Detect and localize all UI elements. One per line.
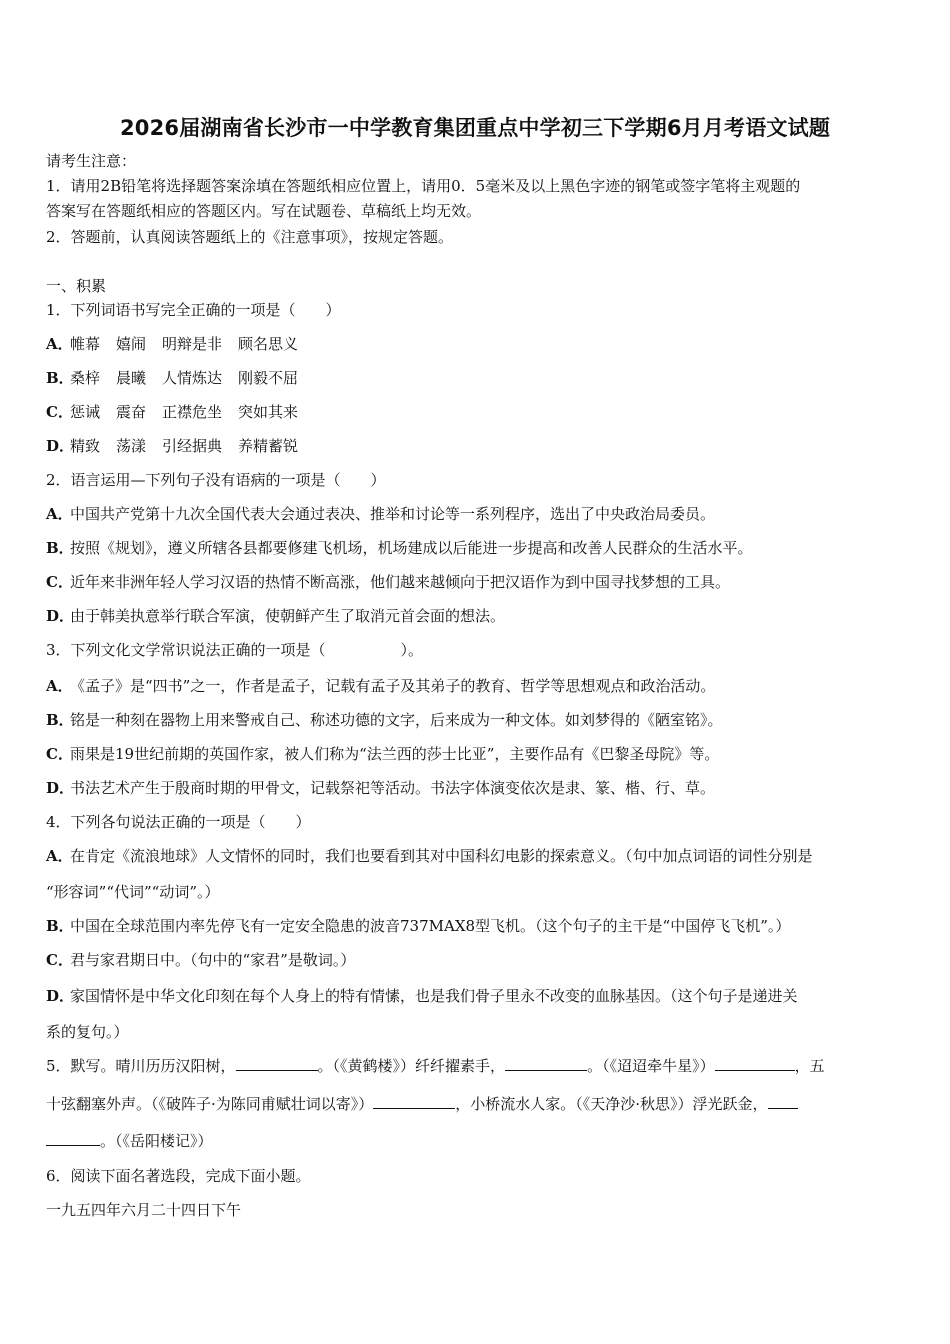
q4-stem: 4．下列各句说法正确的一项是（ ）	[46, 813, 311, 831]
option-label: D．	[46, 779, 75, 797]
option-word: 明辩是非	[162, 335, 223, 353]
q5-text: 5．默写。晴川历历汉阳树，	[46, 1057, 236, 1075]
page-title: 2026届湖南省长沙市一中学教育集团重点中学初三下学期6月月考语文试题	[119, 116, 831, 140]
option-label: A．	[46, 677, 73, 695]
q3-option-b	[46, 710, 723, 730]
answer-blank[interactable]	[373, 1094, 455, 1109]
q2-option-d	[46, 606, 505, 626]
option-text: 近年来非洲年轻人学习汉语的热情不断高涨，他们越来越倾向于把汉语作为到中国寻找梦想的工具。	[70, 573, 731, 591]
option-label: C．	[46, 403, 73, 421]
q3-option-a	[46, 676, 715, 696]
notice-line-1a: 1．请用2B铅笔将选择题答案涂填在答题纸相应位置上，请用0．5毫米及以上黑色字迹的钢笔或签字笔将主观题的	[46, 177, 801, 195]
section-heading: 一、积累	[46, 277, 107, 295]
option-word: 震奋	[116, 403, 147, 421]
option-label: B．	[46, 917, 74, 935]
answer-blank[interactable]	[505, 1056, 587, 1071]
notice-line-1b: 答案写在答题纸相应的答题区内。写在试题卷、草稿纸上均无效。	[46, 202, 482, 220]
option-text: 在肯定《流浪地球》人文情怀的同时，我们也要看到其对中国科幻电影的探索意义。（句中加点词语的词性分别是	[70, 847, 813, 865]
option-text: 铭是一种刻在器物上用来警戒自己、称述功德的文字，后来成为一种文体。如刘梦得的《陋室铭》。	[70, 711, 723, 729]
option-text: 家国情怀是中华文化印刻在每个人身上的特有情愫，也是我们骨子里永不改变的血脉基因。（这个句子是递进关	[70, 987, 798, 1005]
option-word: 荡漾	[116, 437, 147, 455]
option-label: C．	[46, 951, 73, 969]
notice-heading: 请考生注意：	[46, 152, 137, 170]
q6-stem: 6．阅读下面名著选段，完成下面小题。	[46, 1167, 311, 1185]
option-label: C．	[46, 745, 73, 763]
option-label: B．	[46, 369, 74, 387]
q1-option-d	[46, 436, 314, 456]
option-text: 君与家君期日中。（句中的“家君”是敬词。）	[70, 951, 356, 969]
q5-line-2	[46, 1094, 798, 1114]
option-label: A．	[46, 847, 73, 865]
option-label: B．	[46, 539, 74, 557]
option-word: 刚毅不屈	[238, 369, 299, 387]
option-text: 中国在全球范围内率先停飞有一定安全隐患的波音737MAX8型飞机。（这个句子的主干是“中国停飞飞机”。）	[70, 917, 791, 935]
answer-blank[interactable]	[715, 1056, 795, 1071]
q4-option-d-cont: 系的复句。）	[46, 1023, 129, 1041]
q2-option-c	[46, 572, 730, 592]
q4-option-b	[46, 916, 790, 936]
q1-stem: 1．下列词语书写完全正确的一项是（ ）	[46, 301, 341, 319]
option-word: 突如其来	[238, 403, 299, 421]
q3-option-d	[46, 778, 715, 798]
q4-option-c	[46, 950, 355, 970]
option-text: 《孟子》是“四书”之一，作者是孟子，记载有孟子及其弟子的教育、哲学等思想观点和政治活动。	[70, 677, 716, 695]
option-word: 晨曦	[116, 369, 147, 387]
option-word: 养精蓄锐	[238, 437, 299, 455]
option-word: 精致	[70, 437, 101, 455]
q1-option-a	[46, 334, 314, 354]
q3-option-c	[46, 744, 719, 764]
option-label: D．	[46, 607, 75, 625]
q5-text: 。（《迢迢牵牛星》）	[587, 1057, 715, 1075]
q4-option-d	[46, 986, 798, 1006]
q5-text: ，五	[794, 1057, 825, 1075]
option-word: 惩诫	[70, 403, 101, 421]
q2-stem: 2．语言运用—下列句子没有语病的一项是（ ）	[46, 471, 386, 489]
option-word: 人情炼达	[162, 369, 223, 387]
option-text: 按照《规划》，遵义所辖各县都要修建飞机场，机场建成以后能进一步提高和改善人民群众的生活水平。	[70, 539, 753, 557]
option-label: A．	[46, 335, 73, 353]
option-word: 桑梓	[70, 369, 101, 387]
q3-stem: 3．下列文化文学常识说法正确的一项是（ ）。	[46, 641, 424, 659]
option-word: 帷幕	[70, 335, 101, 353]
q5-text: 十弦翻塞外声。（《破阵子·为陈同甫赋壮词以寄》）	[46, 1095, 374, 1113]
option-label: B．	[46, 711, 74, 729]
option-text: 由于韩美执意举行联合军演，使朝鲜产生了取消元首会面的想法。	[70, 607, 506, 625]
option-label: D．	[46, 987, 75, 1005]
option-text: 书法艺术产生于殷商时期的甲骨文，记载祭祀等活动。书法字体演变依次是隶、篆、楷、行、草。	[70, 779, 716, 797]
option-word: 正襟危坐	[162, 403, 223, 421]
q5-text: ，小桥流水人家。（《天净沙·秋思》）浮光跃金，	[455, 1095, 768, 1113]
q1-option-b	[46, 368, 314, 388]
q1-option-c	[46, 402, 314, 422]
q5-line-3	[46, 1131, 213, 1151]
q5-text: 。（《黄鹤楼》）纤纤擢素手，	[317, 1057, 506, 1075]
option-label: D．	[46, 437, 75, 455]
q5-text: 。（《岳阳楼记》）	[100, 1132, 213, 1150]
q2-option-b	[46, 538, 753, 558]
q2-option-a	[46, 504, 715, 524]
option-label: A．	[46, 505, 73, 523]
q4-option-a	[46, 846, 813, 866]
q5-line-1	[46, 1056, 825, 1076]
answer-blank[interactable]	[236, 1056, 318, 1071]
option-word: 顾名思义	[238, 335, 299, 353]
option-text: 雨果是19世纪前期的英国作家，被人们称为“法兰西的莎士比亚”，主要作品有《巴黎圣母院》等。	[70, 745, 720, 763]
option-word: 嬉闹	[116, 335, 147, 353]
q6-passage-date: 一九五四年六月二十四日下午	[46, 1201, 242, 1219]
option-text: 中国共产党第十九次全国代表大会通过表决、推举和讨论等一系列程序，选出了中央政治局委员。	[70, 505, 716, 523]
option-label: C．	[46, 573, 73, 591]
answer-blank[interactable]	[46, 1131, 100, 1146]
option-word: 引经据典	[162, 437, 223, 455]
q4-option-a-cont: “形容词”“代词”“动词”。）	[46, 883, 220, 901]
answer-blank[interactable]	[768, 1094, 798, 1109]
notice-line-2: 2．答题前，认真阅读答题纸上的《注意事项》，按规定答题。	[46, 228, 454, 246]
